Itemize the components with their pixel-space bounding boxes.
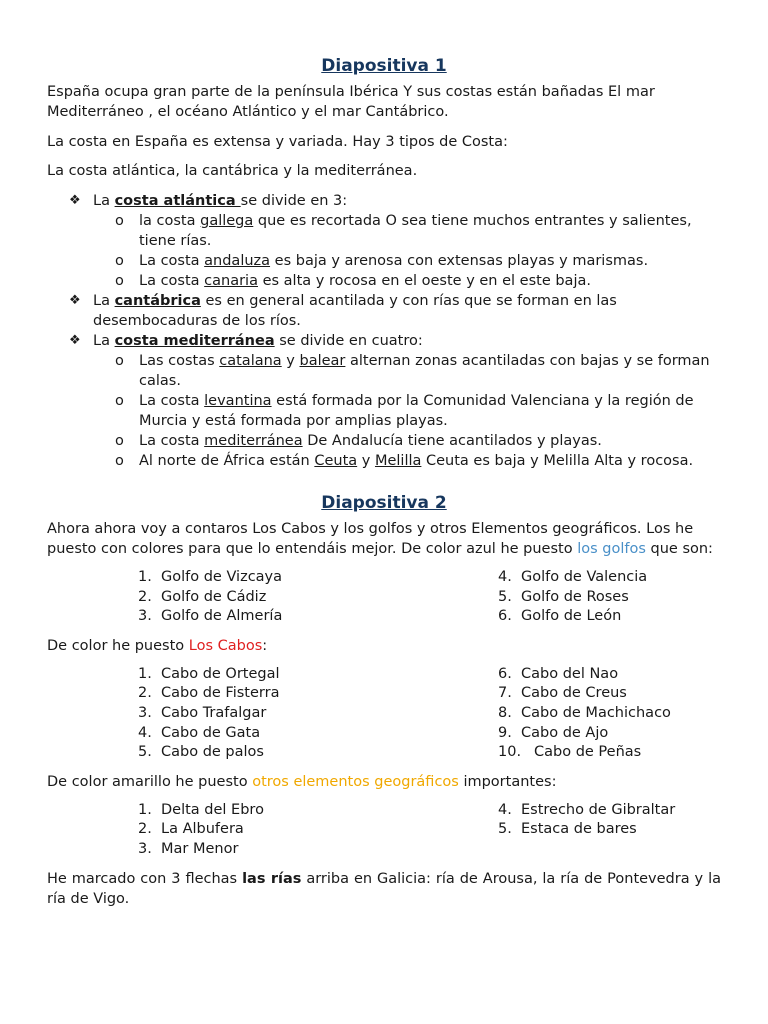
list-item: 4. Estrecho de Gibraltar [498,801,676,818]
keyword-costa-atlantica: costa atlántica [114,193,241,209]
keyword-otros-elementos: otros elementos geográficos [252,773,459,790]
list-item: 2. La Albufera [138,821,244,838]
circle-bullet-icon: o [115,273,124,289]
coast-bullet-list [47,191,721,471]
slide1-paragraph-2: La costa en España es extensa y variada. Hay 3 tipos de Costa: [47,134,508,150]
keyword-los-cabos: Los Cabos [188,637,263,654]
sub-item-gallega: o la costa gallega que es recortada O sea tiene muchos entrantes y salientes, tiene rías. [115,213,692,249]
list-item: 1. Cabo de Ortegal [138,665,280,682]
slide2-title: Diapositiva 2 [321,493,447,513]
list-item: 5. Golfo de Roses [498,588,629,605]
otros-heading: De color amarillo he puesto otros elementos geográficos importantes: [47,773,557,790]
keyword-costa-mediterranea: costa mediterránea [114,333,275,349]
rias-paragraph: He marcado con 3 flechas las rías arriba en Galicia: ría de Arousa, la ría de Pontevedra y la ría de Vigo. [47,870,721,907]
circle-bullet-icon: o [115,393,124,409]
list-item: 4. Cabo de Gata [138,724,261,741]
list-item: 5. Cabo de palos [138,744,264,761]
list-item: 1. Delta del Ebro [138,801,264,818]
sub-item-andaluza: o La costa andaluza es baja y arenosa con extensas playas y marismas. [115,253,649,269]
sub-item-ceuta-melilla: o Al norte de África están Ceuta y Melilla Ceuta es baja y Melilla Alta y rocosa. [115,453,694,469]
cabos-list [138,665,721,763]
otros-list [138,801,721,860]
diamond-bullet-icon: ❖ [69,333,81,348]
list-item: 3. Golfo de Almería [138,608,283,625]
list-item: 2. Golfo de Cádiz [138,588,267,605]
cabos-heading: De color he puesto Los Cabos: [47,637,268,654]
bullet-atlantic: ❖ La costa atlántica se divide en 3: o la costa gallega que es recortada O sea tiene muchos entrantes y salientes, tiene rías. o La costa andaluza es baja y arenosa con extensas playas y marismas. o La costa canaria es alta y rocosa en el oeste y en el este baja. [47,191,721,291]
atlantic-sub-list [47,211,721,291]
circle-bullet-icon: o [115,353,124,369]
list-item: 8. Cabo de Machichaco [498,704,671,721]
list-item: 4. Golfo de Valencia [498,569,648,585]
circle-bullet-icon: o [115,433,124,449]
list-item: 5. Estaca de bares [498,821,637,838]
list-item: 6. Golfo de León [498,608,622,625]
bullet-cantabrica: ❖ La cantábrica es en general acantilada y con rías que se forman en las desembocaduras de los ríos. [69,293,617,329]
list-item: 3. Mar Menor [138,840,239,857]
diamond-bullet-icon: ❖ [69,293,81,308]
list-item: 1. Golfo de Vizcaya [138,569,283,585]
keyword-las-rias: las rías [242,870,302,887]
mediterranean-sub-list [47,351,721,471]
sub-item-levantina: o La costa levantina está formada por la Comunidad Valenciana y la región de Murcia y está formada por amplias playas. [115,393,694,429]
sub-item-mediterranea: o La costa mediterránea De Andalucía tiene acantilados y playas. [115,433,602,449]
list-item: 6. Cabo del Nao [498,665,619,682]
bullet-mediterranea: ❖ La costa mediterránea se divide en cuatro: o Las costas catalana y balear alternan zonas acantiladas con bajas y se forman calas. o La costa levantina está formada por la Comunidad Valenciana y la región de Murcia y está formada por amplias playas. o La costa mediterránea De Andalucía tiene acantilados y playas. o Al norte de África están Ceuta y Melilla Ceuta es baja y Melilla Alta y rocosa. [47,331,721,471]
list-item: 7. Cabo de Creus [498,685,627,702]
document-page [47,54,721,909]
list-item: 9. Cabo de Ajo [498,724,609,741]
slide1-paragraph-3: La costa atlántica, la cantábrica y la mediterránea. [47,163,418,179]
golfos-list [138,568,721,627]
list-item: 2. Cabo de Fisterra [138,685,280,702]
keyword-cantabrica: cantábrica [114,293,201,309]
slide1-paragraph-1: España ocupa gran parte de la península Ibérica Y sus costas están bañadas El mar Mediterráneo , el océano Atlántico y el mar Cantábrico. [47,84,655,120]
list-item: 3. Cabo Trafalgar [138,704,267,721]
slide2-intro: Ahora ahora voy a contaros Los Cabos y los golfos y otros Elementos geográficos. Los he puesto con colores para que lo entendáis mejor. De color azul he puesto los golfos que son: [47,521,713,557]
keyword-los-golfos: los golfos [577,541,646,557]
circle-bullet-icon: o [115,453,124,469]
list-item: 10. Cabo de Peñas [498,744,642,761]
circle-bullet-icon: o [115,213,124,229]
sub-item-canaria: o La costa canaria es alta y rocosa en el oeste y en el este baja. [115,273,591,289]
sub-item-catalana-balear: o Las costas catalana y balear alternan zonas acantiladas con bajas y se forman calas. [115,353,710,389]
circle-bullet-icon: o [115,253,124,269]
diamond-bullet-icon: ❖ [69,193,81,208]
slide1-title: Diapositiva 1 [321,56,447,76]
